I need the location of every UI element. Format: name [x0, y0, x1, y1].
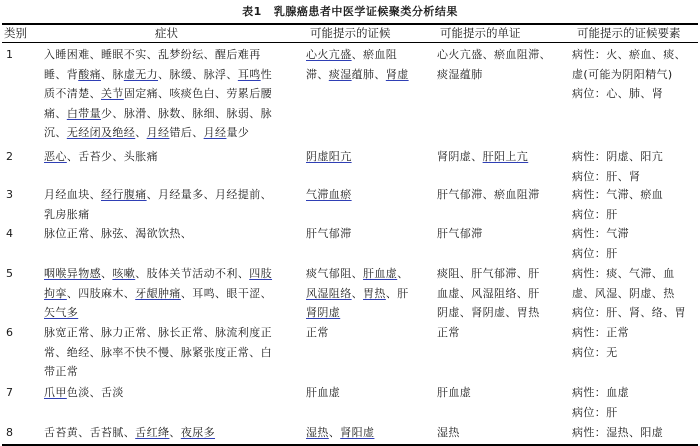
cell-line: [44, 383, 300, 403]
header-symptoms: 症状: [155, 26, 178, 40]
category-cell: 7: [6, 386, 14, 399]
underlined-term: 咽喉异物感: [44, 267, 101, 280]
text-segment: 、脉缓、脉浮、: [158, 67, 238, 81]
category-cell: 5: [6, 267, 14, 280]
underlined-term: 虚无力: [123, 67, 159, 81]
cell-line: [437, 185, 567, 205]
cell-line: [572, 244, 700, 264]
cell-line: [572, 147, 700, 167]
cell-line: [44, 45, 300, 65]
symptoms-cell: [44, 224, 300, 244]
underlined-term: 气滞血瘀: [306, 188, 352, 201]
text-segment: 滞、: [306, 67, 329, 81]
cell-line: [437, 303, 567, 323]
category-cell: 4: [6, 227, 14, 240]
cell-line: [572, 383, 700, 403]
cell-line: [437, 147, 567, 167]
text-segment: 病位：肝: [572, 207, 618, 221]
cell-line: [572, 323, 700, 343]
underlined-term: 湿热: [306, 426, 329, 439]
text-segment: 痰气郁阻、: [306, 267, 363, 280]
cell-line: [306, 303, 430, 323]
single-syndrome-cell: [437, 423, 567, 443]
text-segment: 乳房胀痛: [44, 207, 90, 221]
text-segment: 肝气郁滞、瘀血阻滞: [437, 188, 540, 201]
text-segment: 病位：肝、肾: [572, 169, 641, 183]
header-single-syndrome: 可能提示的单证: [440, 26, 521, 40]
cell-line: [437, 423, 567, 443]
cell-line: [44, 343, 300, 363]
text-segment: 、: [328, 426, 341, 439]
cell-line: [572, 343, 700, 363]
underlined-term: 关节: [101, 87, 124, 100]
category-cell: 6: [6, 326, 14, 339]
text-segment: 正常: [437, 326, 460, 339]
table-label: 表1: [242, 5, 262, 18]
cell-line: [572, 45, 700, 65]
text-segment: 、月经量多、月经提前、: [146, 188, 273, 201]
cell-line: [306, 45, 430, 65]
cell-line: [572, 403, 700, 423]
text-segment: 痛、: [44, 106, 67, 120]
underlined-term: 肝阳上亢: [482, 150, 529, 163]
underlined-term: 牙龈肿痛: [135, 286, 181, 300]
syndrome-elements-cell: [572, 45, 700, 104]
symptoms-cell: [44, 383, 300, 403]
syndrome-elements-cell: [572, 383, 700, 422]
cell-line: [44, 123, 300, 143]
cell-line: [44, 284, 300, 304]
text-segment: 病性：阴虚、阳亢: [572, 150, 664, 163]
cell-line: [437, 45, 567, 65]
text-segment: 质不清楚、: [44, 87, 101, 100]
text-segment: 舌苔黄、舌苔腻、: [44, 426, 136, 439]
syndrome-cell: [306, 323, 430, 343]
cell-line: [306, 383, 430, 403]
cell-line: [437, 323, 567, 343]
text-segment: 肝血虚: [306, 386, 341, 399]
cell-line: [44, 65, 300, 85]
text-segment: 、舌苔少、头胀痛: [66, 150, 159, 163]
symptoms-cell: [44, 147, 300, 167]
underlined-term: 心火亢盛: [306, 48, 352, 61]
text-segment: 错后、: [169, 126, 204, 139]
text-segment: 痰阻、肝气郁滞、肝: [437, 267, 540, 280]
header-rule: [2, 42, 698, 43]
single-syndrome-cell: [437, 264, 567, 323]
underlined-term: 痰湿: [328, 67, 352, 81]
syndrome-cell: [306, 147, 430, 167]
text-segment: 睡、背: [44, 67, 79, 81]
text-segment: 、: [169, 426, 181, 439]
underlined-term: 胃热: [363, 286, 386, 300]
text-segment: 月经血块、: [44, 188, 101, 201]
text-segment: 虚、风湿、阴虚、热: [572, 286, 675, 300]
underlined-term: 舌红绛: [135, 426, 170, 439]
cell-line: [44, 104, 300, 124]
underlined-term: 白带量: [66, 106, 102, 120]
text-segment: 沉、: [44, 126, 67, 139]
text-segment: 肝气郁滞: [437, 227, 483, 240]
header-syndrome: 可能提示的证候: [310, 26, 391, 40]
cell-line: [437, 65, 567, 85]
underlined-term: 月经: [203, 126, 227, 139]
underlined-term: 恶心: [44, 150, 67, 163]
category-cell: 1: [6, 48, 14, 61]
single-syndrome-cell: [437, 323, 567, 343]
syndrome-elements-cell: [572, 224, 700, 263]
symptoms-cell: [44, 423, 300, 443]
underlined-term: 风湿阻络: [306, 286, 352, 300]
text-segment: 病位：心、肺、肾: [572, 87, 664, 100]
text-segment: 量少: [226, 126, 250, 139]
text-segment: 正常: [306, 326, 329, 339]
cell-line: [44, 224, 300, 244]
underlined-term: 四肢: [249, 267, 273, 280]
underlined-term: 咳嗽: [112, 267, 136, 280]
syndrome-elements-cell: [572, 423, 700, 443]
text-segment: 、: [135, 126, 147, 139]
text-segment: 、耳鸣、眼干涩、: [180, 286, 273, 300]
text-segment: 、肝: [385, 286, 409, 300]
symptoms-cell: [44, 323, 300, 382]
underlined-term: 肾阳虚: [340, 426, 375, 439]
text-segment: 病位：肝、肾、络、胃: [572, 306, 686, 319]
text-segment: 常、绝经、脉率不快不慢、脉紧张度正常、白: [44, 345, 272, 359]
cell-line: [306, 284, 430, 304]
text-segment: 肾阴虚、: [437, 150, 483, 163]
cell-line: [437, 284, 567, 304]
cell-line: [572, 423, 700, 443]
text-segment: 少、脉滑、脉数、脉细、脉弱、脉: [101, 106, 273, 120]
text-segment: 、肢体关节活动不利、: [135, 267, 250, 280]
underlined-term: 耳鸣: [237, 67, 261, 81]
syndrome-elements-cell: [572, 185, 700, 224]
text-segment: 病性：气滞、瘀血: [572, 188, 664, 201]
single-syndrome-cell: [437, 383, 567, 403]
syndrome-cell: [306, 45, 430, 84]
text-segment: 色淡、舌淡: [66, 386, 124, 399]
underlined-term: 矢气多: [44, 306, 79, 319]
underlined-term: 经行腹痛: [101, 188, 147, 201]
cell-line: [572, 185, 700, 205]
syndrome-elements-cell: [572, 147, 700, 186]
text-segment: 病性：气滞: [572, 227, 629, 240]
underlined-term: 阴虚阳亢: [306, 150, 352, 163]
text-segment: 阴虚、肾阴虚、胃热: [437, 306, 540, 319]
single-syndrome-cell: [437, 147, 567, 167]
cell-line: [572, 284, 700, 304]
table-title: 乳腺癌患者中医学证候聚类分析结果: [273, 5, 458, 18]
cell-line: [44, 303, 300, 323]
bottom-rule: [2, 444, 698, 446]
text-segment: 虚(可能为阴阳精气): [572, 67, 673, 81]
syndrome-cell: [306, 423, 430, 443]
syndrome-elements-cell: [572, 323, 700, 362]
text-segment: 血虚、风湿阻络、肝: [437, 286, 540, 300]
symptoms-cell: [44, 185, 300, 224]
category-cell: 2: [6, 150, 14, 163]
underlined-term: 爪甲: [44, 386, 67, 399]
cell-line: [572, 264, 700, 284]
cell-line: [572, 65, 700, 85]
cell-line: [306, 65, 430, 85]
cell-line: [44, 362, 300, 382]
cell-line: [437, 264, 567, 284]
text-segment: 固定痛、咳痰色白、劳累后腰: [123, 87, 273, 100]
text-segment: 入睡困难、睡眠不实、乱梦纷纭、醒后难再: [44, 48, 261, 61]
cell-line: [572, 167, 700, 187]
underlined-term: 肾虚: [385, 67, 409, 81]
text-segment: 、: [397, 267, 409, 280]
text-segment: 病位：肝: [572, 405, 618, 419]
header-syndrome-elements: 可能提示的证候要素: [577, 26, 681, 40]
cell-line: [306, 423, 430, 443]
text-segment: 病性：正常: [572, 326, 629, 339]
syndrome-elements-cell: [572, 264, 700, 323]
cell-line: [44, 205, 300, 225]
text-segment: 肝气郁滞: [306, 227, 352, 240]
syndrome-cell: [306, 383, 430, 403]
single-syndrome-cell: [437, 224, 567, 244]
cell-line: [306, 147, 430, 167]
cell-line: [44, 185, 300, 205]
syndrome-cell: [306, 185, 430, 205]
text-segment: 心火亢盛、瘀血阻滞、: [437, 48, 551, 61]
text-segment: 病位：肝: [572, 246, 618, 260]
cell-line: [44, 323, 300, 343]
cell-line: [572, 84, 700, 104]
cell-line: [437, 224, 567, 244]
underlined-term: 夜尿多: [180, 426, 216, 439]
text-segment: 病性：湿热、阳虚: [572, 426, 664, 439]
text-segment: 脉位正常、脉弦、渴欲饮热、: [44, 227, 193, 240]
cell-line: [44, 264, 300, 284]
text-segment: 病性：痰、气滞、血: [572, 267, 675, 280]
underlined-term: 拘挛: [44, 286, 67, 300]
text-segment: 肝血虚: [437, 386, 472, 399]
underlined-term: 酸痛: [78, 67, 102, 81]
symptoms-cell: [44, 45, 300, 143]
single-syndrome-cell: [437, 185, 567, 205]
syndrome-cell: [306, 224, 430, 244]
text-segment: 、: [351, 286, 364, 300]
cell-line: [572, 205, 700, 225]
text-segment: 、脉: [101, 67, 124, 81]
text-segment: 病性：血虚: [572, 386, 629, 399]
category-cell: 3: [6, 188, 14, 201]
text-segment: 、瘀血阻: [351, 48, 398, 61]
text-segment: 、四肢麻木、: [66, 286, 136, 300]
cell-line: [306, 323, 430, 343]
header-category: 类别: [4, 26, 27, 40]
text-segment: 湿热: [437, 426, 460, 439]
text-segment: 脉宽正常、脉力正常、脉长正常、脉流利度正: [44, 326, 272, 339]
cell-line: [306, 185, 430, 205]
underlined-term: 无经闭及绝经: [66, 126, 136, 139]
underlined-term: 肾阴虚: [306, 306, 341, 319]
single-syndrome-cell: [437, 45, 567, 84]
table-caption: [0, 3, 700, 19]
cell-line: [306, 224, 430, 244]
cell-line: [44, 423, 300, 443]
text-segment: 病性：火、瘀血、痰、: [572, 48, 686, 61]
cell-line: [572, 303, 700, 323]
underlined-term: 月经: [146, 126, 170, 139]
text-segment: 性: [260, 67, 273, 81]
cell-line: [44, 147, 300, 167]
symptoms-cell: [44, 264, 300, 323]
cell-line: [437, 383, 567, 403]
category-cell: 8: [6, 426, 14, 439]
text-segment: 、: [101, 267, 113, 280]
cell-line: [44, 84, 300, 104]
text-segment: 带正常: [44, 365, 79, 378]
text-segment: 痰湿蕴肺: [437, 67, 483, 81]
underlined-term: 肝血虚: [363, 267, 398, 280]
cell-line: [306, 264, 430, 284]
syndrome-cell: [306, 264, 430, 323]
text-segment: 蕴肺、: [351, 67, 386, 81]
cell-line: [572, 224, 700, 244]
text-segment: 病位：无: [572, 345, 618, 359]
